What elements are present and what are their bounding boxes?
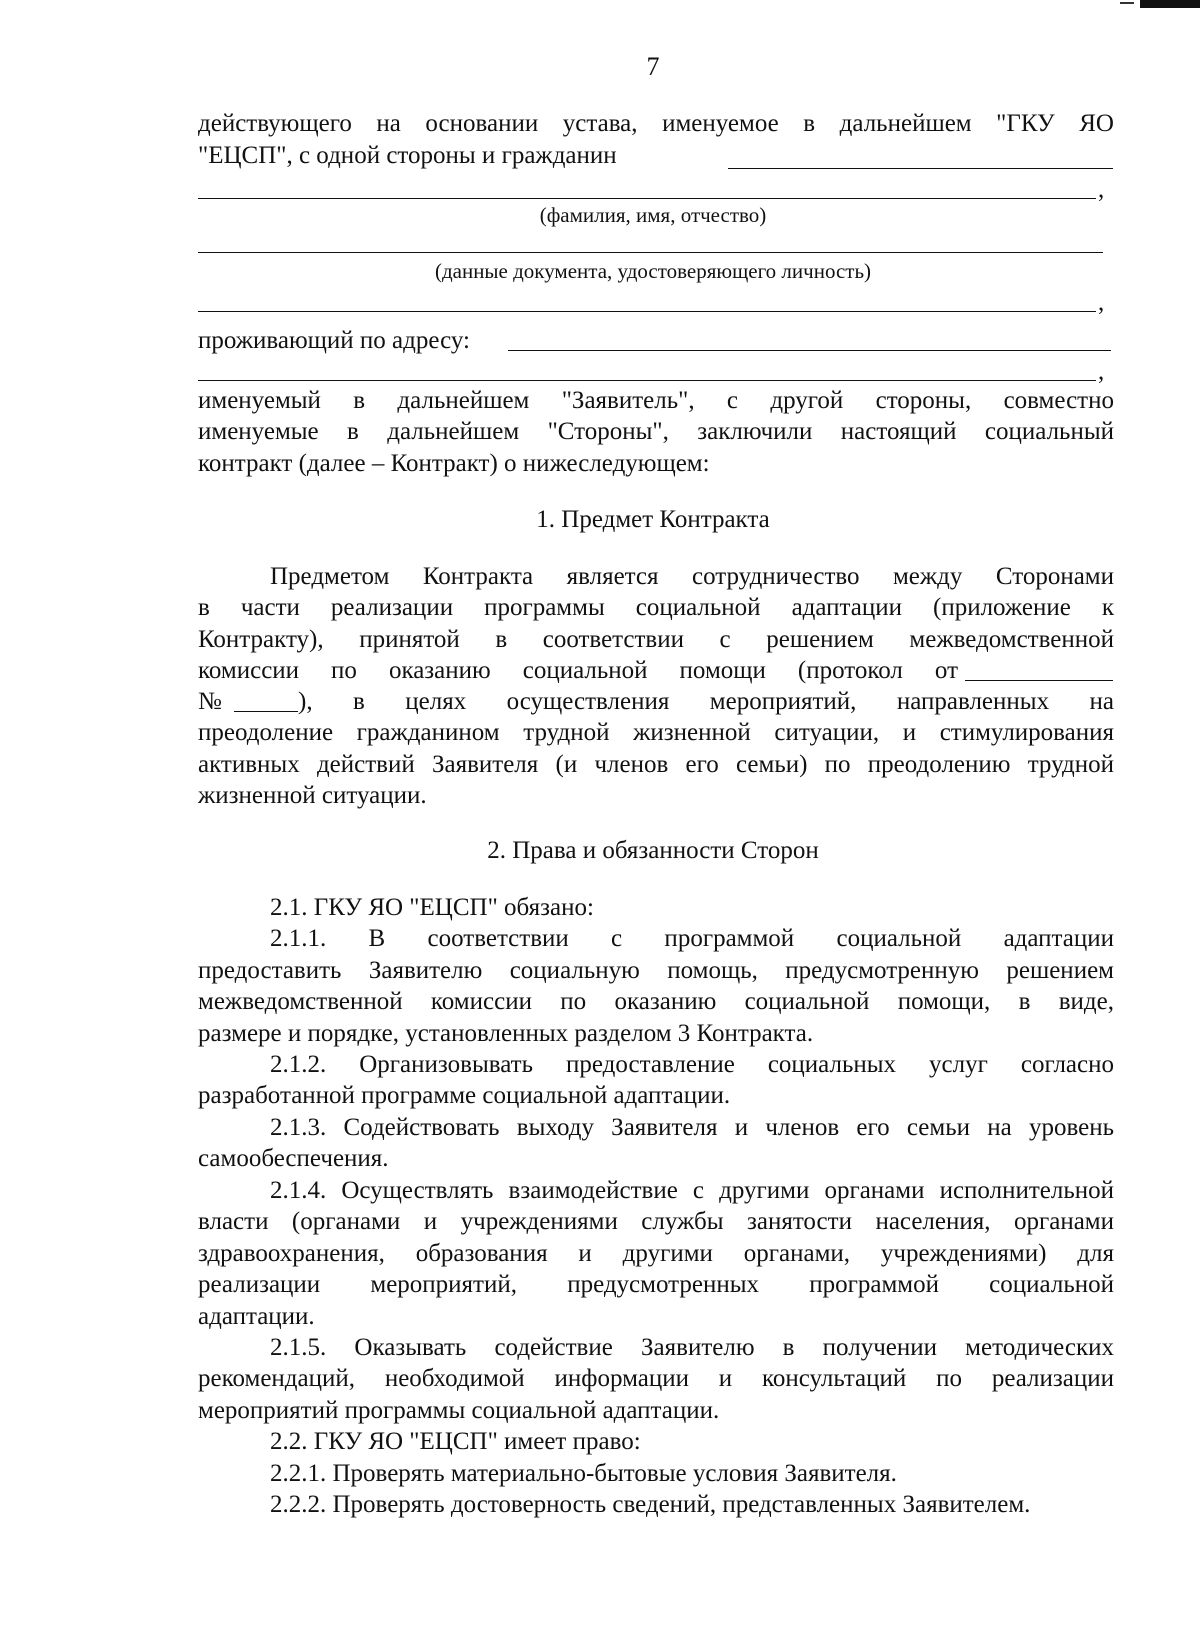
p-2-1-5-line-2: рекомендаций, необходимой информации и консультаций по реализации [198, 1365, 1114, 1392]
intro-line-1: действующего на основании устава, именуемое в дальнейшем "ГКУ ЯО [198, 110, 1114, 137]
document-blank [198, 252, 1103, 253]
protocol-number-sign: № [198, 688, 222, 715]
p-2-2-1: 2.2.1. Проверять материально-бытовые условия Заявителя. [270, 1460, 897, 1487]
intro-line-2: "ЕЦСП", с одной стороны и гражданин [198, 142, 617, 169]
address-blank-2 [198, 380, 1096, 381]
p-2-1-3-line-1: 2.1.3. Содействовать выходу Заявителя и членов его семьи на уровень [270, 1114, 1114, 1141]
p-2-1-4-line-3: здравоохранения, образования и другими органами, учреждениями) для [198, 1240, 1114, 1267]
address-blank-1 [508, 350, 1111, 351]
p-2-1-1-line-2: предоставить Заявителю социальную помощь, предусмотренную решением [198, 957, 1114, 984]
protocol-date-blank [965, 680, 1113, 681]
p-2-1-1-line-3: межведомственной комиссии по оказанию социальной помощи, в виде, [198, 988, 1114, 1015]
p-2-1-2-line-2: разработанной программе социальной адаптации. [198, 1082, 731, 1109]
s1-line-6: преодоление гражданином трудной жизненной ситуации, и стимулирования [198, 719, 1114, 746]
address-label: проживающий по адресу: [198, 327, 470, 354]
s1-line-7: активных действий Заявителя (и членов его семьи) по преодолению трудной [198, 751, 1114, 778]
p-2-1-4-line-1: 2.1.4. Осуществлять взаимодействие с другими органами исполнительной [270, 1177, 1114, 1204]
scan-edge-tick [1120, 2, 1134, 4]
s1-line-1: Предметом Контракта является сотрудничество между Сторонами [270, 563, 1114, 590]
parties-line-1: именуемый в дальнейшем "Заявитель", с другой стороны, совместно [198, 387, 1114, 414]
p-2-1-5-line-3: мероприятий программы социальной адаптации. [198, 1397, 720, 1424]
comma-2: , [1098, 289, 1105, 316]
citizen-name-blank-2 [198, 198, 1096, 199]
p-2-1: 2.1. ГКУ ЯО "ЕЦСП" обязано: [270, 894, 594, 921]
p-2-1-4-line-4: реализации мероприятий, предусмотренных программой социальной [198, 1271, 1114, 1298]
p-2-1-4-line-5: адаптации. [198, 1303, 315, 1330]
p-2-1-1-line-1: 2.1.1. В соответствии с программой социальной адаптации [270, 925, 1114, 952]
document-blank-2 [198, 311, 1096, 312]
p-2-1-2-line-1: 2.1.2. Организовывать предоставление социальных услуг согласно [270, 1051, 1114, 1078]
p-2-1-3-line-2: самообеспечения. [198, 1145, 389, 1172]
fio-caption: (фамилия, имя, отчество) [539, 203, 767, 227]
scan-edge-mark [1140, 0, 1200, 8]
s1-line-2: в части реализации программы социальной адаптации (приложение к [198, 594, 1114, 621]
p-2-1-5-line-1: 2.1.5. Оказывать содействие Заявителю в получении методических [270, 1334, 1114, 1361]
parties-line-3: контракт (далее – Контракт) о нижеследующем: [198, 450, 710, 477]
s1-line-8: жизненной ситуации. [198, 782, 427, 809]
comma-3: , [1098, 358, 1105, 385]
p-2-2: 2.2. ГКУ ЯО "ЕЦСП" имеет право: [270, 1428, 641, 1455]
page-number: 7 [646, 52, 660, 81]
section-1-title: 1. Предмет Контракта [536, 506, 770, 533]
p-2-2-2: 2.2.2. Проверять достоверность сведений, представленных Заявителем. [270, 1491, 1031, 1518]
section-2-title: 2. Права и обязанности Сторон [487, 837, 819, 864]
p-2-1-1-line-4: размере и порядке, установленных разделом 3 Контракта. [198, 1020, 814, 1047]
s1-line-4: комиссии по оказанию социальной помощи (протокол от [198, 657, 958, 684]
document-caption: (данные документа, удостоверяющего личность) [434, 259, 872, 283]
protocol-number-blank [234, 711, 298, 712]
s1-line-3: Контракту), принятой в соответствии с решением межведомственной [198, 626, 1114, 653]
parties-line-2: именуемые в дальнейшем "Стороны", заключили настоящий социальный [198, 418, 1114, 445]
comma-1: , [1098, 176, 1105, 203]
p-2-1-4-line-2: власти (органами и учреждениями службы занятости населения, органами [198, 1208, 1114, 1235]
s1-line-5: ), в целях осуществления мероприятий, направленных на [298, 688, 1114, 715]
citizen-name-blank-1 [728, 168, 1113, 169]
